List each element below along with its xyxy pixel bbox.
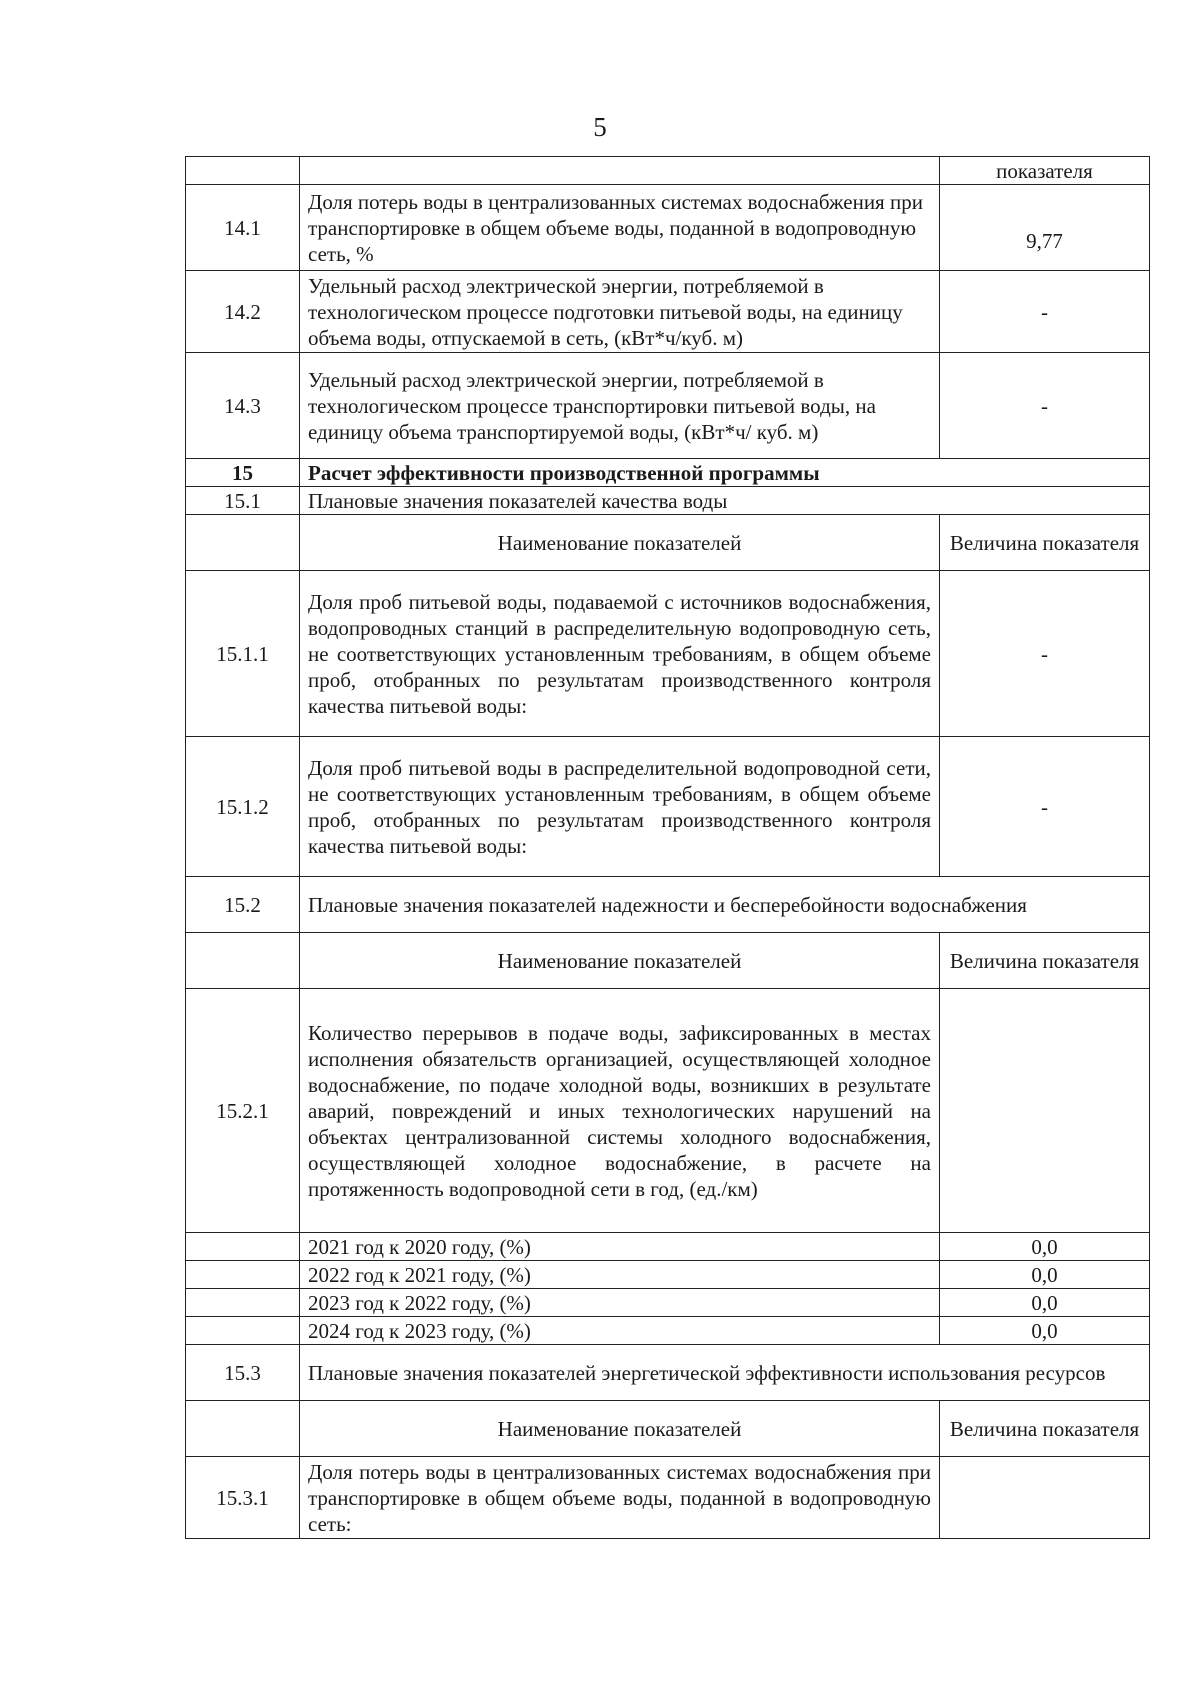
row-number: 14.2 xyxy=(186,271,300,353)
table-row xyxy=(186,459,1150,487)
year-label: 2024 год к 2023 году, (%) xyxy=(300,1317,940,1345)
table-cell-empty xyxy=(186,1289,300,1317)
indicator-text: Доля потерь воды в централизованных системах водоснабжения при транспортировке в общем объеме воды, поданной в водопроводную сеть: xyxy=(300,1457,940,1539)
table-row xyxy=(186,515,1150,571)
subsection-title: Плановые значения показателей надежности и бесперебойности водоснабжения xyxy=(300,877,1150,933)
indicator-value: - xyxy=(940,271,1150,353)
table-cell-empty xyxy=(186,933,300,989)
table-row xyxy=(186,989,1150,1233)
column-header-name: Наименование показателей xyxy=(300,933,940,989)
indicator-value: - xyxy=(940,737,1150,877)
column-header-value: Величина показателя xyxy=(940,933,1150,989)
row-number: 15.1.2 xyxy=(186,737,300,877)
table-row xyxy=(186,185,1150,271)
page-number: 5 xyxy=(593,112,607,142)
year-label: 2021 год к 2020 году, (%) xyxy=(300,1233,940,1261)
indicators-table xyxy=(185,156,1150,1539)
indicator-text: Удельный расход электрической энергии, потребляемой в технологическом процессе подготовки питьевой воды, на единицу объема воды, отпускаемой в сеть, (кВт*ч/куб. м) xyxy=(300,271,940,353)
indicator-text: Количество перерывов в подаче воды, зафиксированных в местах исполнения обязательств организацией, осуществляющей холодное водоснабжение, по подаче холодной воды, возникших в результате аварий, повреждений и иных технологических нарушений на объектах централизованной системы холодного водоснабжения, осуществляющей холодное водоснабжение, в расчете на протяженность водопроводной сети в год, (ед./км) xyxy=(300,989,940,1233)
indicator-text: Удельный расход электрической энергии, потребляемой в технологическом процессе транспортировки питьевой воды, на единицу объема транспортируемой воды, (кВт*ч/ куб. м) xyxy=(300,353,940,459)
year-value: 0,0 xyxy=(940,1233,1150,1261)
subsection-number: 15.2 xyxy=(186,877,300,933)
year-label: 2023 год к 2022 году, (%) xyxy=(300,1289,940,1317)
table-cell-empty xyxy=(186,1233,300,1261)
table-row xyxy=(186,1289,1150,1317)
table-row xyxy=(186,877,1150,933)
table-cell-empty xyxy=(186,1401,300,1457)
table-row xyxy=(186,1345,1150,1401)
subsection-number: 15.1 xyxy=(186,487,300,515)
section-title: Расчет эффективности производственной программы xyxy=(300,459,1150,487)
indicator-value: 9,77 xyxy=(940,185,1150,271)
row-number: 14.3 xyxy=(186,353,300,459)
row-number: 15.1.1 xyxy=(186,571,300,737)
table-cell-empty xyxy=(300,157,940,185)
subsection-title: Плановые значения показателей энергетической эффективности использования ресурсов xyxy=(300,1345,1150,1401)
indicator-value: - xyxy=(940,353,1150,459)
year-value: 0,0 xyxy=(940,1261,1150,1289)
table-cell-empty xyxy=(186,1261,300,1289)
section-number: 15 xyxy=(186,459,300,487)
table-row xyxy=(186,353,1150,459)
indicator-text: Доля потерь воды в централизованных системах водоснабжения при транспортировке в общем объеме воды, поданной в водопроводную сеть, % xyxy=(300,185,940,271)
table-row xyxy=(186,157,1150,185)
row-number: 15.3.1 xyxy=(186,1457,300,1539)
year-value: 0,0 xyxy=(940,1289,1150,1317)
table-row xyxy=(186,1261,1150,1289)
subsection-title: Плановые значения показателей качества воды xyxy=(300,487,1150,515)
table-cell-empty xyxy=(186,157,300,185)
table-row xyxy=(186,737,1150,877)
year-label: 2022 год к 2021 году, (%) xyxy=(300,1261,940,1289)
year-value: 0,0 xyxy=(940,1317,1150,1345)
table-cell-empty xyxy=(940,989,1150,1233)
table-row xyxy=(186,271,1150,353)
table-row xyxy=(186,1317,1150,1345)
row-number: 15.2.1 xyxy=(186,989,300,1233)
table-row xyxy=(186,933,1150,989)
row-number: 14.1 xyxy=(186,185,300,271)
table-cell-empty xyxy=(940,1457,1150,1539)
table-row xyxy=(186,1401,1150,1457)
table-cell-empty xyxy=(186,1317,300,1345)
value-header-continued: показателя xyxy=(940,157,1150,185)
column-header-value: Величина показателя xyxy=(940,515,1150,571)
indicator-text: Доля проб питьевой воды в распределительной водопроводной сети, не соответствующих установленным требованиям, в общем объеме проб, отобранных по результатам производственного контроля качества питьевой воды: xyxy=(300,737,940,877)
indicator-text: Доля проб питьевой воды, подаваемой с источников водоснабжения, водопроводных станций в распределительную водопроводную сеть, не соответствующих установленным требованиям, в общем объеме проб, отобранных по результатам производственного контроля качества питьевой воды: xyxy=(300,571,940,737)
table-row xyxy=(186,1233,1150,1261)
column-header-value: Величина показателя xyxy=(940,1401,1150,1457)
table-row xyxy=(186,487,1150,515)
column-header-name: Наименование показателей xyxy=(300,515,940,571)
column-header-name: Наименование показателей xyxy=(300,1401,940,1457)
indicator-value: - xyxy=(940,571,1150,737)
table-row xyxy=(186,1457,1150,1539)
table-cell-empty xyxy=(186,515,300,571)
table-row xyxy=(186,571,1150,737)
subsection-number: 15.3 xyxy=(186,1345,300,1401)
